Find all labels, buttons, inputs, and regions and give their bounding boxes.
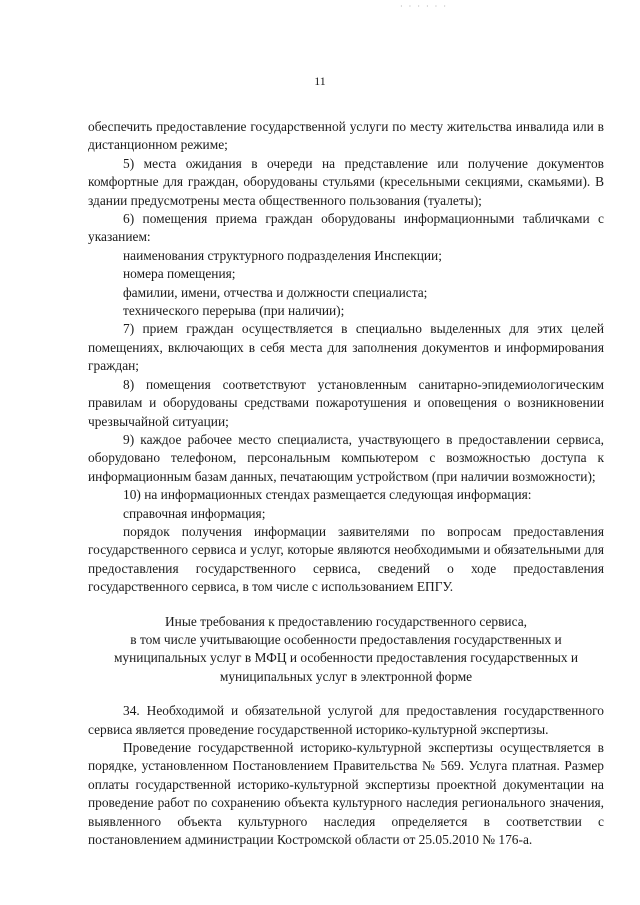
paragraph: Проведение государственной историко-культурной экспертизы осуществляется в порядке, установленном Постановлением Правительства № 569. Услуга платная. Размер оплаты государственной историко-культурной экспертизы проектной документации на проведение работ по сохранению объекта культурного наследия регионального значения, выявленного объекта культурного наследия определяется в соответствии с постановлением администрации Костромской области от 25.05.2010 № 176-а. (88, 740, 604, 848)
paragraph: 6) помещения приема граждан оборудованы информационными табличками с указанием: (88, 211, 604, 245)
paragraph: 7) прием граждан осуществляется в специально выделенных для этих целей помещениях, включающих в себя места для заполнения документов и информирования граждан; (88, 321, 604, 374)
paragraph: наименования структурного подразделения Инспекции; (123, 247, 442, 263)
paragraph-group-requirements (88, 118, 604, 597)
document-body (88, 118, 604, 849)
section-heading-line1: Иные требования к предоставлению государственного сервиса, (165, 613, 527, 629)
section-heading-line2: в том числе учитывающие особенности предоставления государственных и муниципальных услуг в МФЦ и особенности предоставления государственных и муниципальных услуг в электронной форме (113, 631, 579, 684)
scan-artifact: · · · · · · (400, 2, 448, 11)
paragraph: фамилии, имени, отчества и должности специалиста; (123, 284, 428, 300)
paragraph: 8) помещения соответствуют установленным санитарно-эпидемиологическим правилам и оборудованы средствами пожаротушения и оповещения о возникновении чрезвычайной ситуации; (88, 376, 604, 429)
page-number: 11 (314, 74, 326, 88)
paragraph: номера помещения; (123, 266, 236, 282)
paragraph: 9) каждое рабочее место специалиста, участвующего в предоставлении сервиса, оборудовано телефоном, персональным компьютером с возможностью доступа к информационным базам данных, печатающим устройством (при наличии возможности); (88, 431, 604, 484)
paragraph-group-services (88, 702, 604, 849)
paragraph: обеспечить предоставление государственной услуги по месту жительства инвалида или в дистанционном режиме; (88, 119, 604, 153)
paragraph: 34. Необходимой и обязательной услугой для предоставления государственного сервиса является проведение государственной историко-культурной экспертизы. (88, 703, 604, 737)
paragraph: технического перерыва (при наличии); (123, 303, 345, 319)
paragraph: справочная информация; (123, 505, 266, 521)
paragraph: 10) на информационных стендах размещается следующая информация: (123, 487, 532, 503)
paragraph: 5) места ожидания в очереди на представление или получение документов комфортные для граждан, оборудованы стульями (кресельными секциями, скамьями). В здании предусмотрены места общественного пользования (туалеты); (88, 155, 604, 208)
paragraph: порядок получения информации заявителями по вопросам предоставления государственного сервиса и услуг, которые являются необходимыми и обязательными для предоставления государственного сервиса, сведений о ходе предоставления государственного сервиса, в том числе с использованием ЕПГУ. (88, 523, 604, 595)
